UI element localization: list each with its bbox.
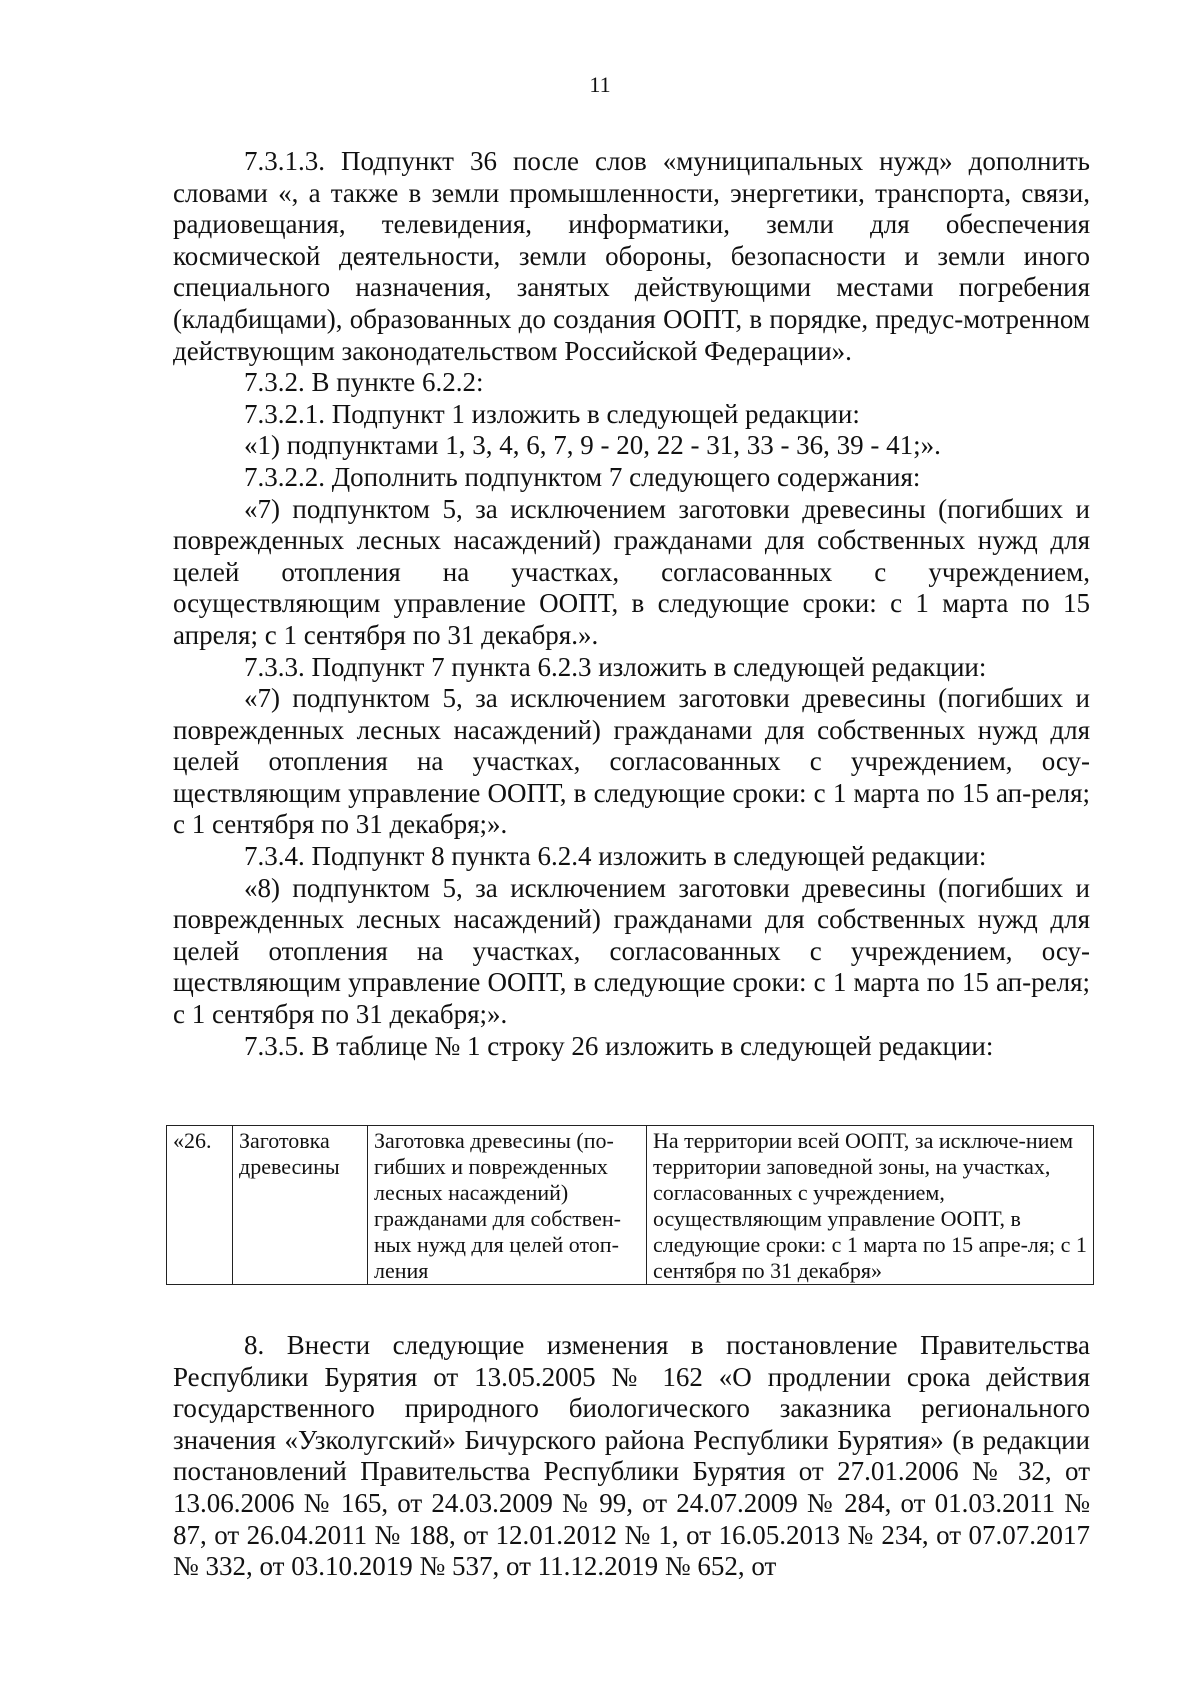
paragraph-7-3-3: 7.3.3. Подпункт 7 пункта 6.2.3 изложить в следующей редакции: [244,651,987,682]
paragraph-subpoint-7-new-text: «7) подпунктом 5, за исключением заготовки древесины (погибших и поврежденных лесных насаждений) гражданами для собственных нужд для целей отопления на участках, согласованных с учреждением, осу-ществляющим управление ООПТ, в следующие сроки: с 1 марта по 15 ап-реля; с 1 сентября по 31 декабря;». [173,683,1090,840]
paragraph-8: 8. Внести следующие изменения в постановление Правительства Республики Бурятия от 13.05.2005 № 162 «О продлении срока действия государственного природного биологического заказника регионального значения «Узколугский» Бичурского района Республики Бурятия» (в редакции постановлений Правительства Республики Бурятия от 27.01.2006 № 32, от 13.06.2006 № 165, от 24.03.2009 № 99, от 24.07.2009 № 284, от 01.03.2011 № 87, от 26.04.2011 № 188, от 12.01.2012 № 1, от 16.05.2013 № 234, от 07.07.2017 № 332, от 03.10.2019 № 537, от 11.12.2019 № 652, от [173,1330,1090,1582]
paragraph-7-3-2-1: 7.3.2.1. Подпункт 1 изложить в следующей редакции: [244,398,860,429]
amendment-table [166,1125,1094,1285]
paragraph-subpoint-8-text: «8) подпунктом 5, за исключением заготовки древесины (погибших и поврежденных лесных насаждений) гражданами для собственных нужд для целей отопления на участках, согласованных с учреждением, осу-ществляющим управление ООПТ, в следующие сроки: с 1 марта по 15 ап-реля; с 1 сентября по 31 декабря;». [173,872,1090,1030]
amendment-table-wrapper [166,1125,1094,1285]
body-text-top [173,146,1090,1062]
paragraph-7-3-2-2: 7.3.2.2. Дополнить подпунктом 7 следующего содержания: [244,461,921,492]
table-cell-activity: Заготовка древесины [233,1126,368,1285]
paragraph-subpoint-7-text: «7) подпунктом 5, за исключением заготовки древесины (погибших и поврежденных лесных насаждений) гражданами для собственных нужд для целей отопления на участках, согласованных с учреждением, осуществляющим управление ООПТ, в следующие сроки: с 1 марта по 15 апреля; с 1 сентября по 31 декабря.». [173,493,1090,650]
table-cell-territory: На территории всей ООПТ, за исключе-нием территории заповедной зоны, на участках, согласованных с учреждением, осуществляющим управление ООПТ, в следующие сроки: с 1 марта по 15 апре-ля; с 1 сентября по 31 декабря» [647,1126,1094,1285]
paragraph-subpoint-1-text: «1) подпунктами 1, 3, 4, 6, 7, 9 - 20, 22 - 31, 33 - 36, 39 - 41;». [244,430,941,461]
page-number: 11 [589,72,611,97]
table-cell-description: Заготовка древесины (по-гибших и поврежденных лесных насаждений) гражданами для собствен-ных нужд для целей отоп-ления [368,1126,647,1285]
paragraph-7-3-2: 7.3.2. В пункте 6.2.2: [244,367,484,398]
body-text-bottom [173,1330,1090,1583]
table-cell-number: «26. [167,1126,233,1285]
paragraph-7-3-5: 7.3.5. В таблице № 1 строку 26 изложить в следующей редакции: [244,1030,994,1061]
table-row [167,1126,1094,1285]
paragraph-7-3-4: 7.3.4. Подпункт 8 пункта 6.2.4 изложить в следующей редакции: [244,841,987,872]
paragraph-7-3-1-3: 7.3.1.3. Подпункт 36 после слов «муниципальных нужд» дополнить словами «, а также в земли промышленности, энергетики, транспорта, связи, радиовещания, телевидения, информатики, земли для обеспечения космической деятельности, земли обороны, безопасности и земли иного специального назначения, занятых действующими местами погребения (кладбищами), образованных до создания ООПТ, в порядке, предус-мотренном действующим законодательством Российской Федерации». [173,146,1090,366]
